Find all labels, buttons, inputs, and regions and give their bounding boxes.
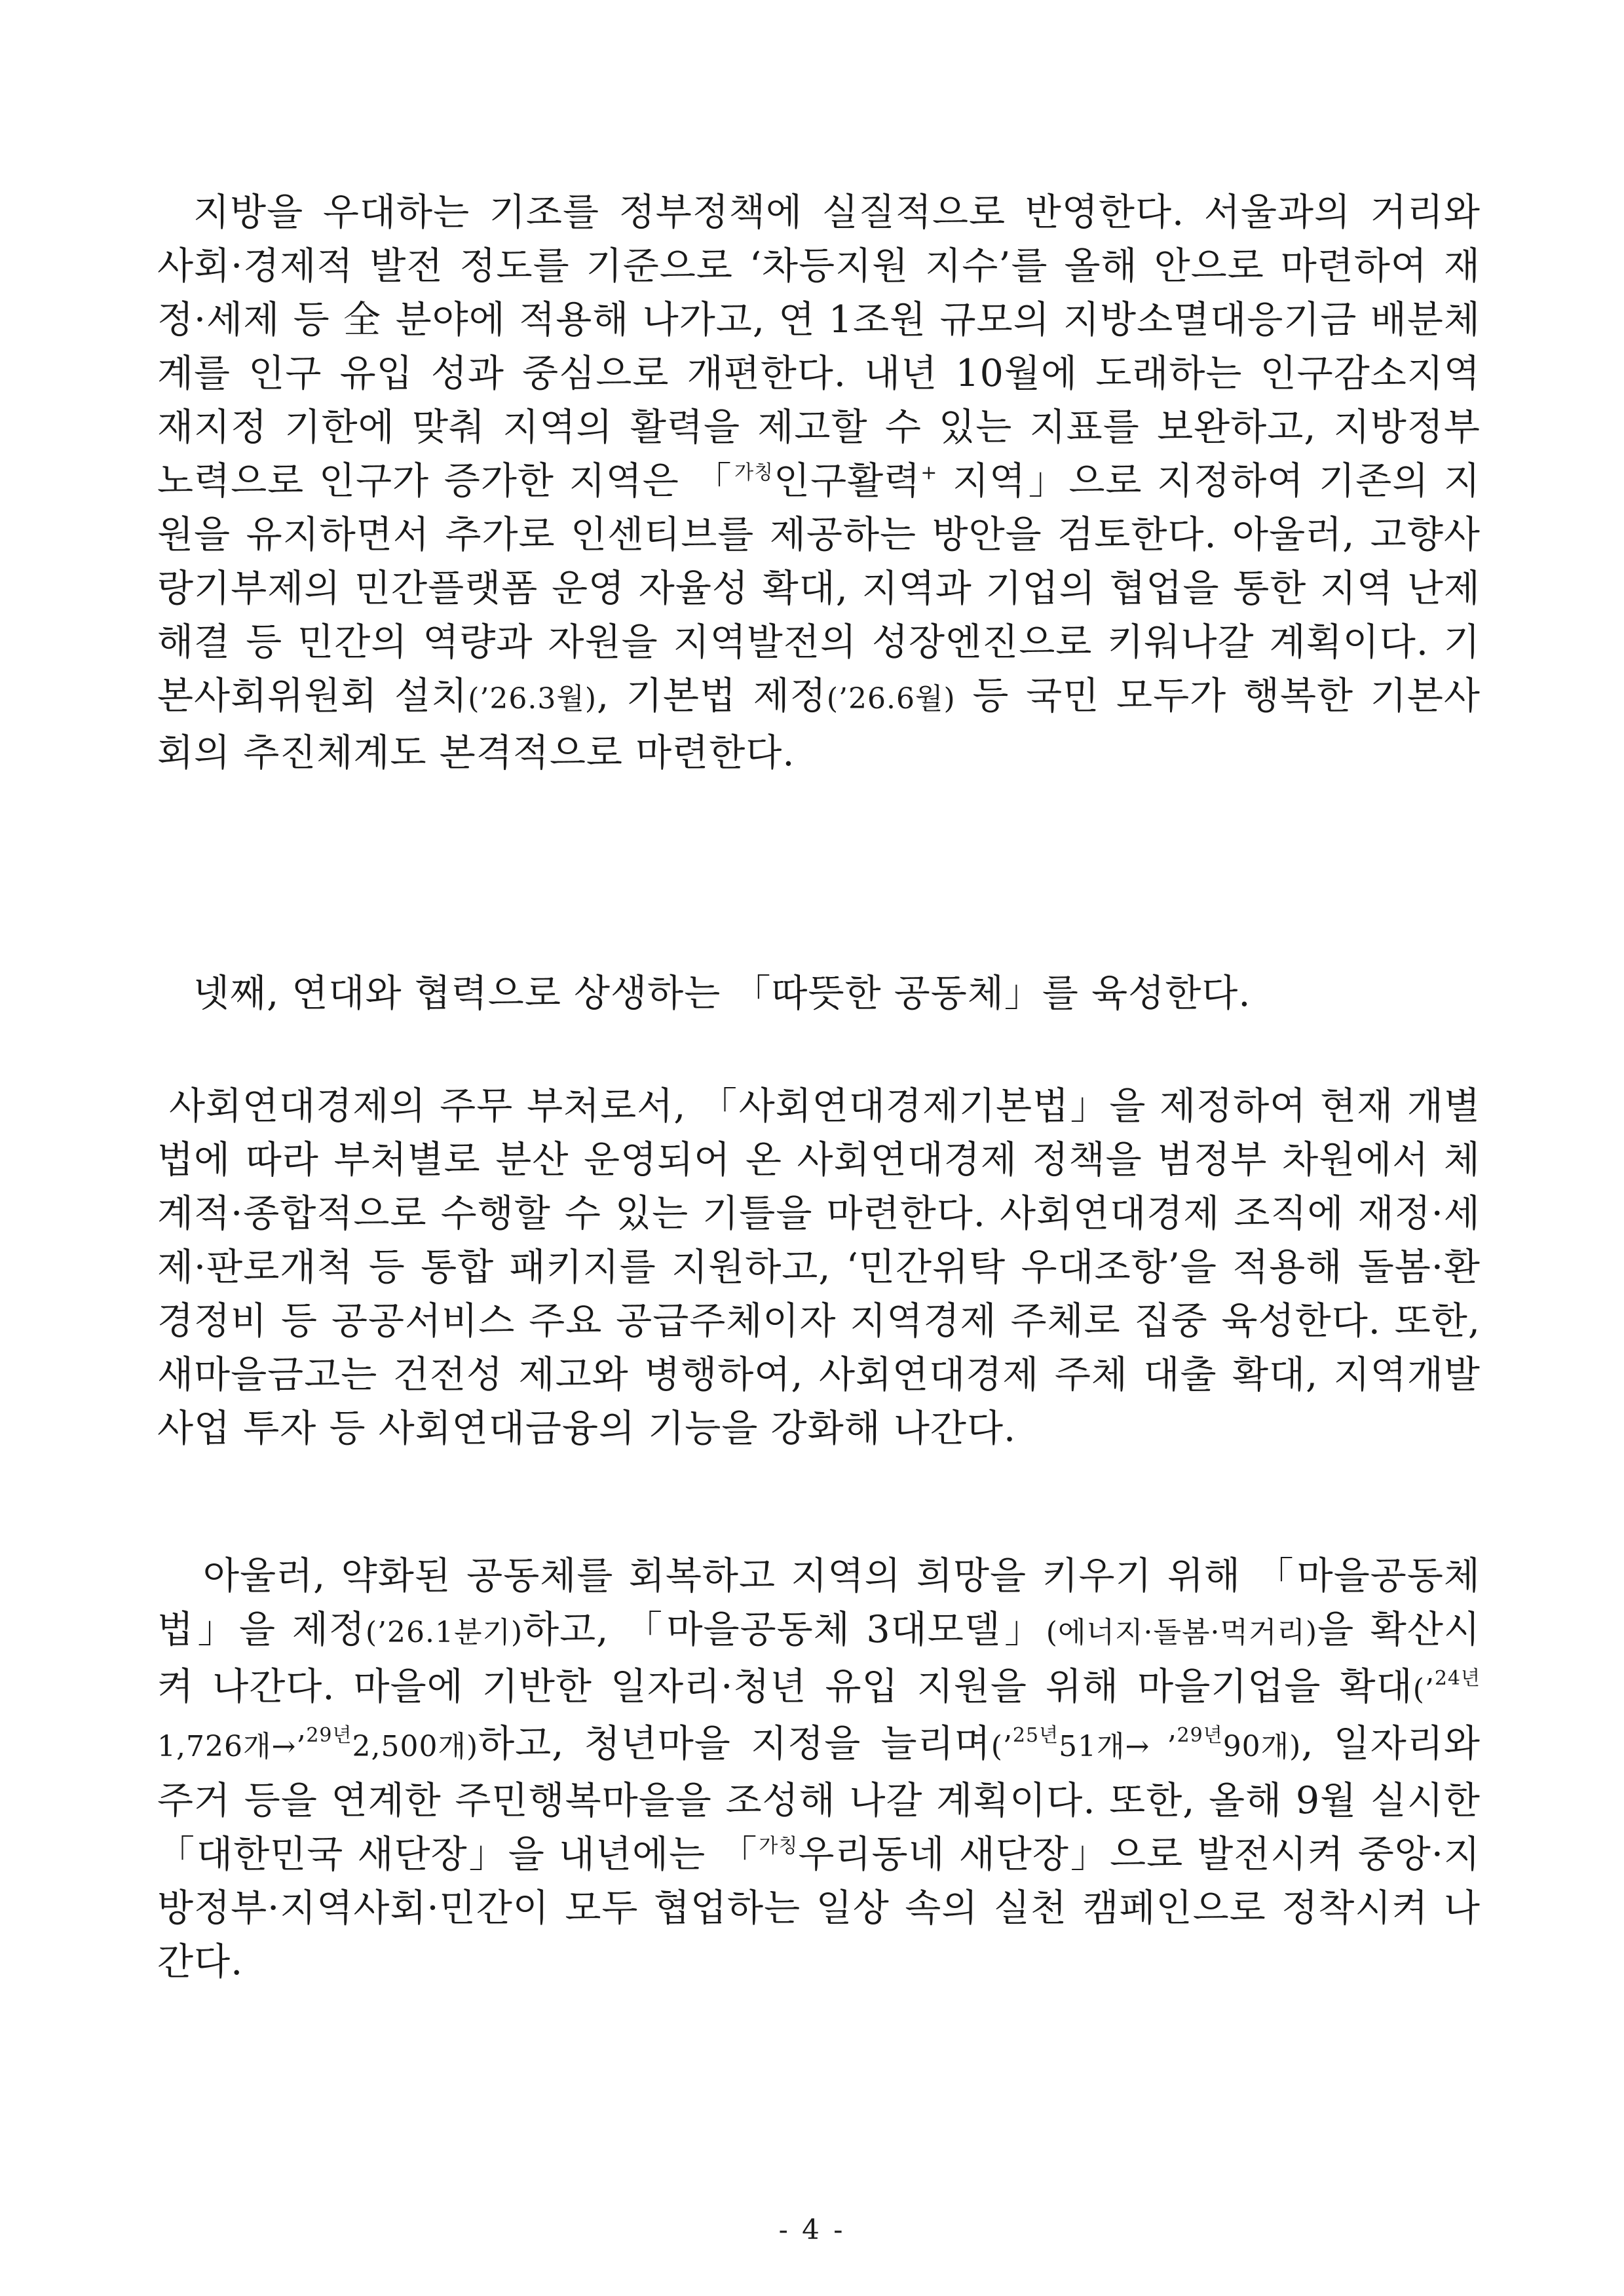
- p4-small-3: (’: [1412, 1673, 1435, 1706]
- section-heading-fourth: 넷째, 연대와 협력으로 상생하는 「따뜻한 공동체」를 육성한다.: [193, 972, 1251, 1015]
- paragraph-social-solidarity-economy: 사회연대경제의 주무 부처로서, 「사회연대경제기본법」을 제정하여 현재 개별법에 따라 부처별로 분산 운영되어 온 사회연대경제 정책을 범정부 차원에서 체계적·종합적으로 수행할 수 있는 기틀을 마련한다. 사회연대경제 조직에 재정·세제·판로개척 등 통합 패키지를 지원하고, ‘민간위탁 우대조항’을 적용해 돌봄·환경정비 등 공공서비스 주요 공급주체이자 지역경제 주체로 집중 육성한다. 또한, 새마을금고는 건전성 제고와 병행하여, 사회연대경제 주체 대출 확대, 지역개발 사업 투자 등 사회연대금융의 기능을 강화해 나간다.: [157, 1084, 1481, 1450]
- p1-text-b: 인구활력: [774, 459, 921, 503]
- p4-small-5: 2,500개): [352, 1730, 479, 1763]
- p4-small-7: 51개→ ’: [1059, 1730, 1177, 1763]
- p4-small-1: (’26.1분기): [365, 1616, 523, 1649]
- p4-small-6: (’: [991, 1730, 1013, 1763]
- p4-small-2: (에너지·돌봄·먹거리): [1046, 1616, 1318, 1649]
- paragraph-regional-policy: [157, 185, 1481, 780]
- p1-text-c: 지역」으로 지정하여 기존의 지원을 유지하면서 추가로 인센티브를 제공하는 방안을 검토한다. 아울러, 고향사랑기부제의 민간플랫폼 운영 자율성 확대, 지역과 기업의 협업을 통한 지역 난제 해결 등 민간의 역량과 자원을 지역발전의 성장엔진으로 키워나갈 계획이다. 기본사회위원회 설치: [157, 459, 1481, 718]
- p4-text-b: 하고, 「마을공동체 3대모델」: [523, 1608, 1046, 1651]
- p4-text-d: 하고, 청년마을 지정을 늘리며: [478, 1722, 991, 1765]
- p4-text-a: 아울러, 약화된 공동체를 회복하고 지역의 희망을 키우기 위해 「마을공동체법」을 제정: [157, 1554, 1481, 1651]
- p4-sup-2: 29년: [306, 1724, 352, 1747]
- p4-sup-3: 25년: [1012, 1724, 1059, 1747]
- paragraph-village-community: [157, 1549, 1481, 1989]
- p1-small-date-1: (’26.3월): [468, 682, 597, 716]
- p4-sup-1: 24년: [1434, 1667, 1481, 1690]
- p4-sup-tentative: 가칭: [759, 1835, 799, 1858]
- p1-text-d: , 기본법 제정: [597, 674, 827, 718]
- p4-text-e: , 일자리와 주거 등을 연계한 주민행복마을을 조성해 나갈 계획이다. 또한, 올해 9월 실시한 「대한민국 새단장」을 내년에는 「: [157, 1722, 1481, 1876]
- p1-sup-plus: +: [920, 461, 938, 484]
- p4-text-c: 을 확산시켜 나간다. 마을에 기반한 일자리·청년 유입 지원을 위해 마을기업을 확대: [157, 1608, 1481, 1708]
- p1-text-a: 지방을 우대하는 기조를 정부정책에 실질적으로 반영한다. 서울과의 거리와 사회·경제적 발전 정도를 기준으로 ‘차등지원 지수’를 올해 안으로 마련하여 재정·세제 등 全 분야에 적용해 나가고, 연 1조원 규모의 지방소멸대응기금 배분체계를 인구 유입 성과 중심으로 개편한다. 내년 10월에 도래하는 인구감소지역 재지정 기한에 맞춰 지역의 활력을 제고할 수 있는 지표를 보완하고, 지방정부 노력으로 인구가 증가한 지역은 「: [157, 191, 1481, 503]
- p4-small-8: 90개): [1222, 1730, 1302, 1763]
- p4-text-f: 우리동네 새단장」으로 발전시켜 중앙·지방정부·지역사회·민간이 모두 협업하는 일상 속의 실천 캠페인으로 정착시켜 나간다.: [157, 1833, 1481, 1983]
- p1-small-date-2: (’26.6월): [826, 682, 956, 716]
- p1-sup-tentative: 가칭: [734, 461, 774, 484]
- page-number: - 4 -: [778, 2213, 846, 2246]
- p4-sup-4: 29년: [1177, 1724, 1223, 1747]
- p1-text-e: 등 국민 모두가 행복한 기본사회의 추진체계도 본격적으로 마련한다.: [157, 674, 1481, 775]
- p4-small-4: 1,726개→’: [157, 1730, 307, 1763]
